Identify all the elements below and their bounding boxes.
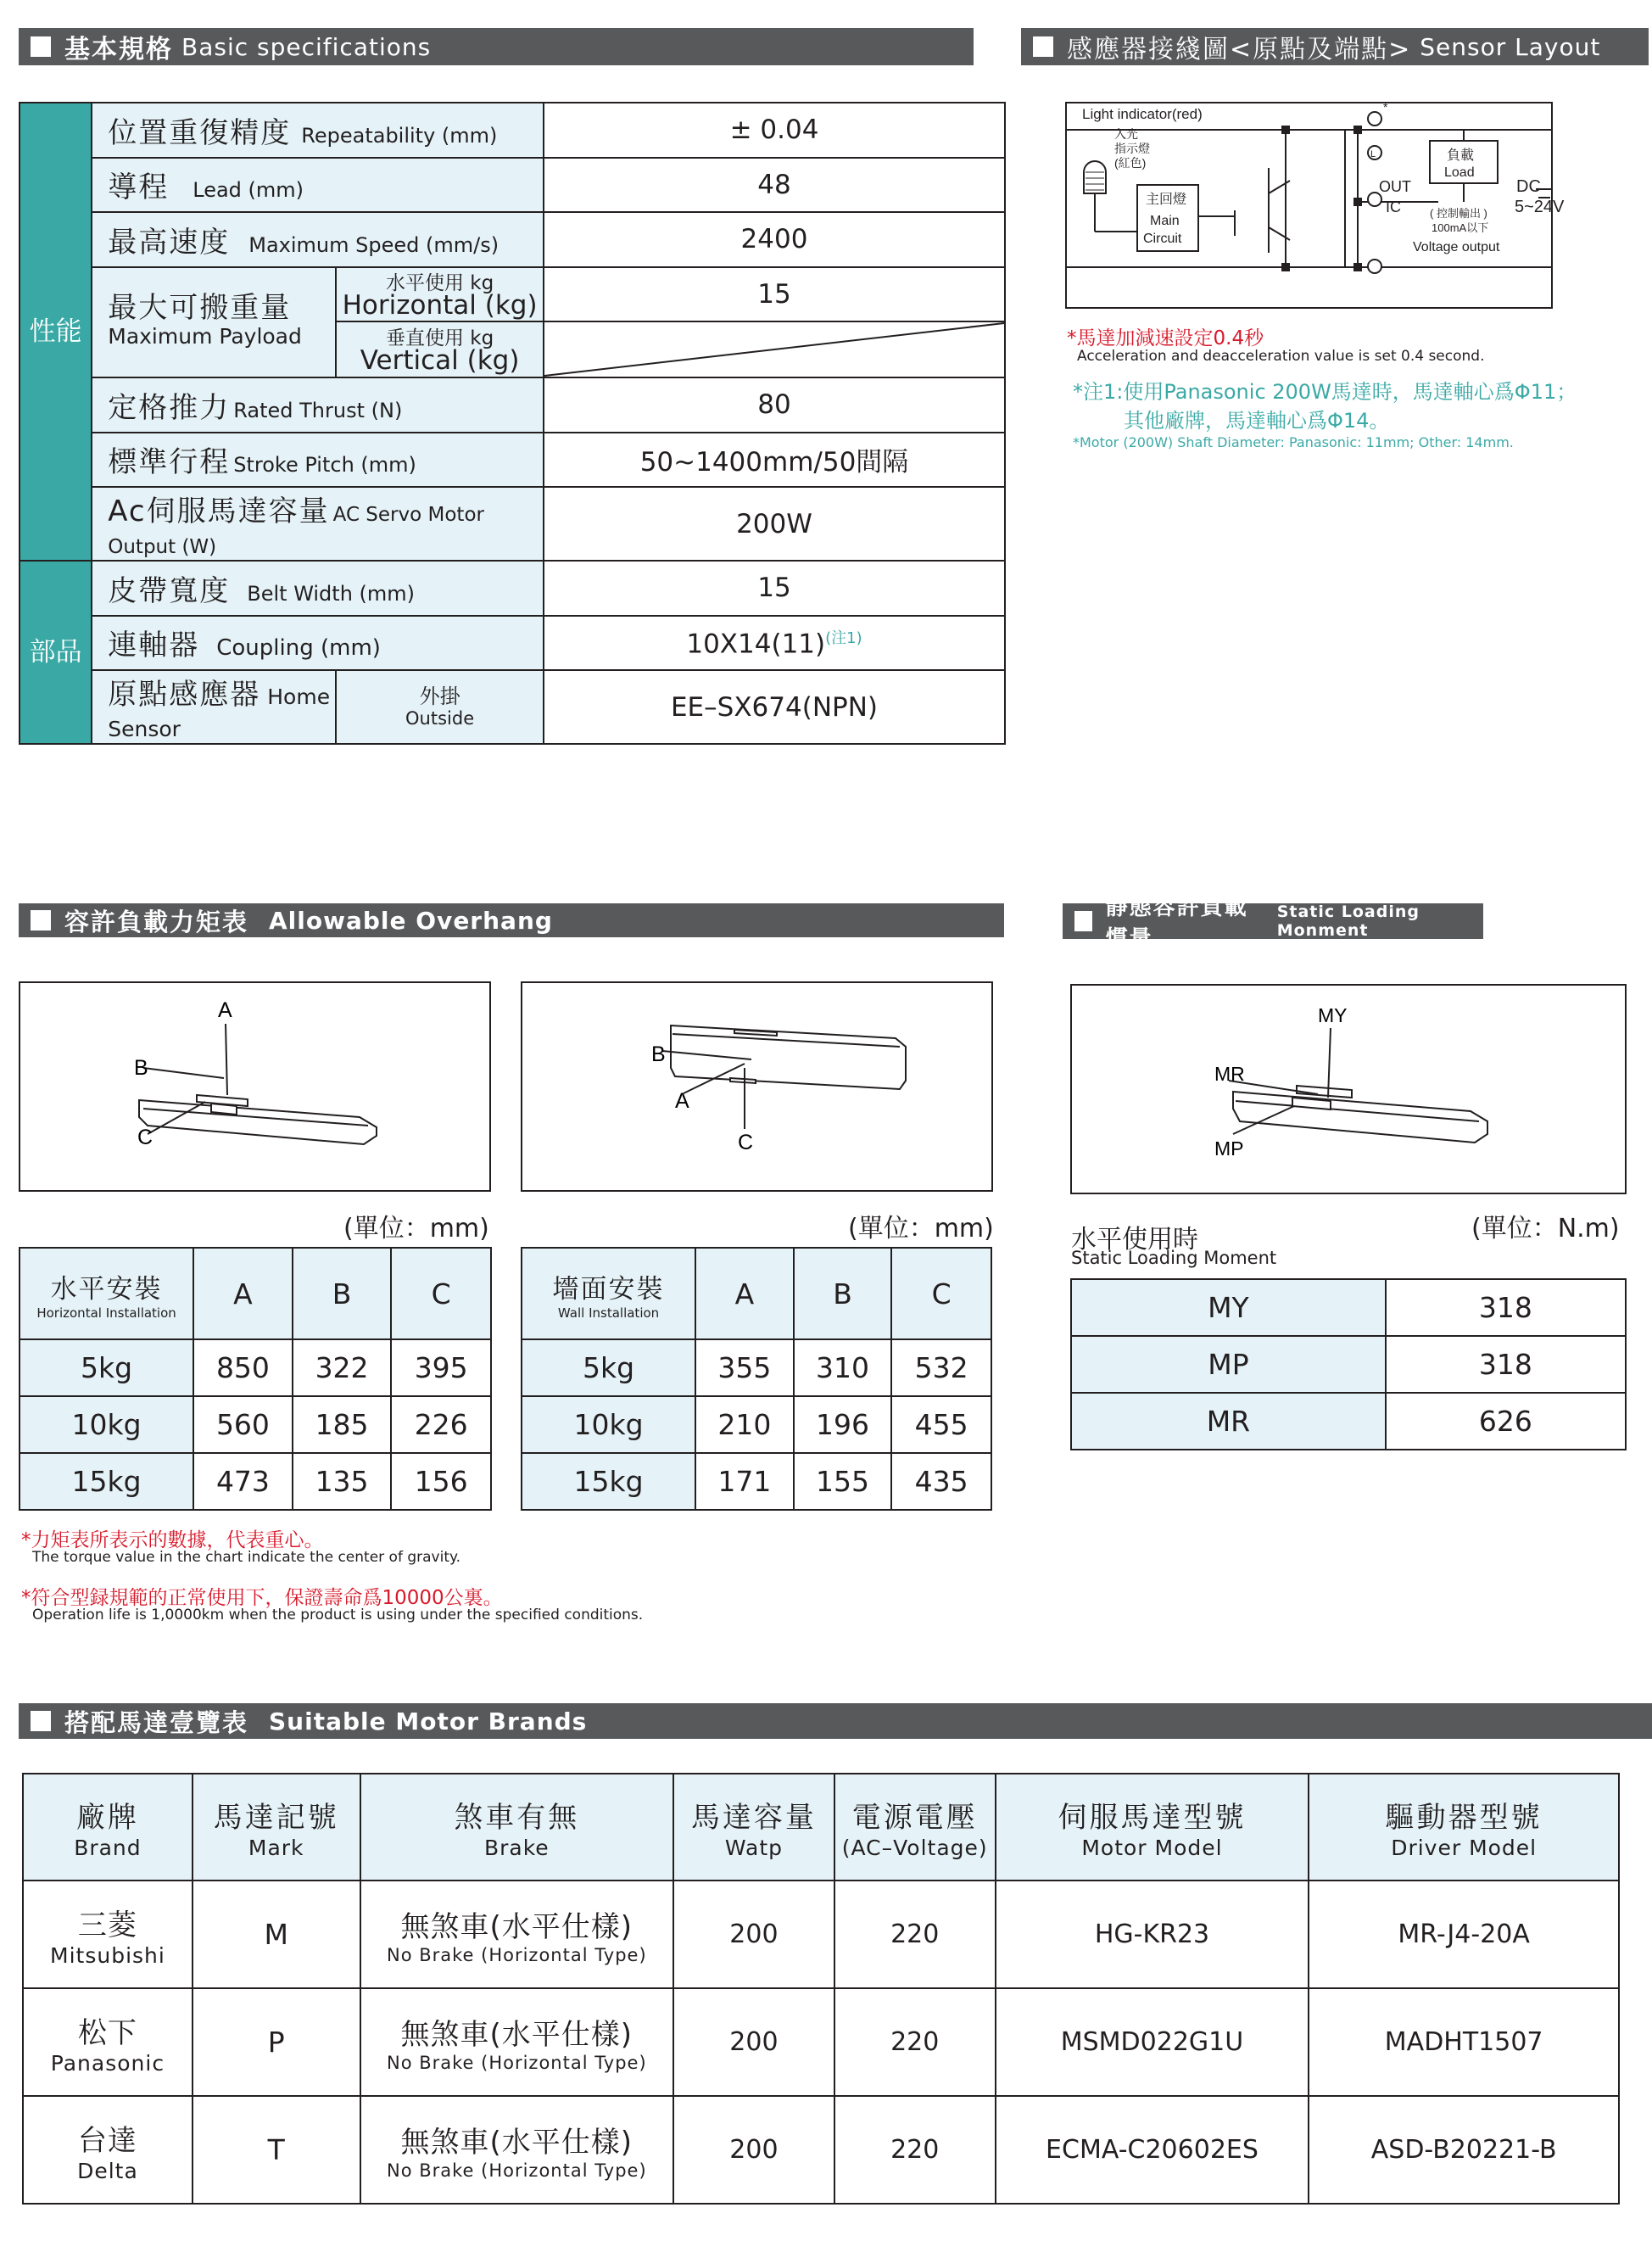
overhang-unit-1: (單位：mm) — [343, 1214, 489, 1243]
table-row: 5kg 355 310 532 — [522, 1339, 991, 1396]
horizontal-overhang-table — [19, 1247, 492, 1511]
table-row: 10kg 560 185 226 — [20, 1396, 491, 1453]
table-row: 5kg 850 322 395 — [20, 1339, 491, 1396]
spec-label-max-speed: 最高速度 Maximum Speed (mm/s) — [92, 212, 544, 267]
static-loading-diagram — [1070, 984, 1627, 1194]
svg-text:( 控制輸出 ): ( 控制輸出 ) — [1430, 207, 1487, 220]
overhang-note-1-zh: *力矩表所表示的數據，代表重心。 — [21, 1529, 324, 1551]
square-icon — [31, 910, 51, 930]
svg-text:Circuit: Circuit — [1143, 232, 1182, 246]
spec-value-max-speed: 2400 — [544, 212, 1005, 267]
table-row: MP 318 — [1071, 1336, 1626, 1393]
motor-brands-table — [22, 1773, 1620, 2205]
spec-value-motor-output: 200W — [544, 487, 1005, 561]
spec-label-rated-thrust: 定格推力 Rated Thrust (N) — [92, 377, 544, 433]
col-brake: 煞車有無 Brake — [360, 1774, 673, 1881]
square-icon — [1033, 36, 1053, 57]
wall-overhang-diagram — [521, 981, 993, 1192]
sensor-note-2-zh-1: *注1:使用Panasonic 200W馬達時，馬達軸心爲Φ11； — [1073, 380, 1577, 404]
coupling-note: (注1) — [825, 629, 862, 648]
group-performance: 性能 — [20, 103, 92, 561]
static-loading-table — [1070, 1278, 1627, 1450]
horizontal-title-cell: 水平安裝 Horizontal Installation — [20, 1248, 193, 1339]
label-mp: MP — [1214, 1137, 1244, 1160]
table-row: 10kg 210 196 455 — [522, 1396, 991, 1453]
overhang-header: 容許負載力矩表 Allowable Overhang — [19, 903, 1004, 937]
sensor-note-1-zh: *馬達加減速設定0.4秒 — [1067, 327, 1264, 349]
group-parts: 部品 — [20, 561, 92, 744]
svg-text:(紅色): (紅色) — [1114, 156, 1147, 170]
label-mr: MR — [1214, 1063, 1245, 1085]
spec-value-belt-width: 15 — [544, 561, 1005, 616]
spec-table — [19, 102, 1006, 745]
table-row: 台達 Delta T 無煞車(水平仕樣) No Brake (Horizontal Type) 200 220 ECMA-C20602ES ASD-B20221-B — [23, 2096, 1619, 2204]
light-indicator-label: Light indicator(red) — [1082, 106, 1203, 122]
col-c: C — [891, 1248, 991, 1339]
spec-label-belt-width: 皮帶寬度 Belt Width (mm) — [92, 561, 544, 616]
overhang-note-2-zh: *符合型録規範的正常使用下，保證壽命爲10000公裏。 — [21, 1587, 503, 1609]
spec-value-vertical — [544, 321, 1005, 377]
static-loading-header: 靜態容許負載慣量 Static Loading Monment — [1063, 903, 1483, 939]
label-b: B — [134, 1056, 148, 1080]
sensor-wiring-diagram — [1065, 100, 1565, 312]
svg-text:負載: 負載 — [1447, 148, 1475, 163]
col-a: A — [695, 1248, 794, 1339]
light-indicator-icon — [1084, 161, 1106, 193]
spec-label-motor-output: Ac伺服馬達容量 AC Servo Motor Output (W) — [92, 487, 544, 561]
svg-text:*: * — [1383, 100, 1388, 114]
col-c: C — [391, 1248, 491, 1339]
col-a: A — [193, 1248, 293, 1339]
svg-text:Voltage output: Voltage output — [1413, 240, 1500, 254]
table-row: 松下 Panasonic P 無煞車(水平仕樣) No Brake (Horizontal Type) 200 220 MSMD022G1U MADHT1507 — [23, 1988, 1619, 2096]
wall-title-cell: 墻面安裝 Wall Installation — [522, 1248, 695, 1339]
spec-value-coupling: $10X14(11)^{(注1)}$ — [544, 616, 1005, 671]
svg-text:DC: DC — [1516, 177, 1541, 196]
col-brand: 廠牌 Brand — [23, 1774, 193, 1881]
spec-label-repeatability: 位置重復精度 Repeatability (mm) — [92, 103, 544, 158]
spec-label-lead: 導程 Lead (mm) — [92, 158, 544, 213]
sensor-layout-header: 感應器接綫圖<原點及端點> Sensor Layout — [1021, 28, 1649, 65]
spec-value-repeatability: ± 0.04 — [544, 103, 1005, 158]
overhang-note-2-en: Operation life is 1,0000km when the product is using under the specified conditions. — [32, 1607, 644, 1623]
static-caption-en: Static Loading Moment — [1071, 1248, 1277, 1268]
col-watt: 馬達容量 Watp — [673, 1774, 834, 1881]
svg-text:Main: Main — [1150, 214, 1180, 228]
sensor-frame — [1066, 103, 1552, 308]
spec-value-horizontal: 15 — [544, 267, 1005, 322]
wall-overhang-table — [521, 1247, 992, 1511]
horizontal-overhang-diagram — [19, 981, 491, 1192]
col-b: B — [794, 1248, 892, 1339]
label-c: C — [137, 1126, 153, 1149]
static-caption-zh: 水平使用時 — [1071, 1225, 1198, 1255]
svg-text:IC: IC — [1386, 198, 1401, 215]
motor-brands-header: 搭配馬達壹覽表 Suitable Motor Brands — [19, 1703, 1652, 1739]
sensor-note-2-zh-2: 其他廠牌，馬達軸心爲Φ14。 — [1124, 409, 1390, 433]
sensor-note-1-en: Acceleration and deacceleration value is set 0.4 second. — [1077, 348, 1485, 365]
label-c: C — [738, 1131, 754, 1154]
spec-value-lead: 48 — [544, 158, 1005, 213]
overhang-note-1-en: The torque value in the chart indicate the center of gravity. — [32, 1549, 461, 1566]
label-my: MY — [1318, 1004, 1348, 1026]
spec-label-vertical: 垂直使用 kg Vertical (kg) — [336, 321, 544, 377]
spec-label-horizontal: 水平使用 kg Horizontal (kg) — [336, 267, 544, 322]
col-voltage: 電源電壓 (AC–Voltage) — [834, 1774, 996, 1881]
overhang-unit-2: (單位：mm) — [848, 1214, 994, 1243]
svg-text:5~24V: 5~24V — [1515, 198, 1565, 216]
spec-label-outside: 外掛 Outside — [336, 670, 544, 744]
motor-header-row — [23, 1774, 1619, 1881]
spec-label-payload: 最大可搬重量 Maximum Payload — [92, 267, 336, 378]
square-icon — [1074, 911, 1092, 931]
svg-text:指示燈: 指示燈 — [1114, 142, 1150, 155]
basic-spec-header: 基本規格 Basic specifications — [19, 28, 974, 65]
label-a: A — [218, 998, 232, 1022]
spec-label-stroke: 標準行程 Stroke Pitch (mm) — [92, 433, 544, 488]
svg-text:OUT: OUT — [1379, 178, 1411, 195]
sensor-note-2-en: *Motor (200W) Shaft Diameter: Panasonic: 11mm; Other: 14mm. — [1073, 434, 1514, 450]
col-mark: 馬達記號 Mark — [193, 1774, 360, 1881]
square-icon — [31, 36, 51, 57]
svg-text:入光: 入光 — [1114, 127, 1138, 141]
table-row: 15kg 473 135 156 — [20, 1453, 491, 1510]
col-motor-model: 伺服馬達型號 Motor Model — [996, 1774, 1309, 1881]
svg-text:L: L — [1370, 149, 1376, 159]
svg-text:主回燈: 主回燈 — [1146, 193, 1187, 207]
svg-text:Load: Load — [1444, 165, 1475, 180]
table-row: 15kg 171 155 435 — [522, 1453, 991, 1510]
spec-label-home-sensor: 原點感應器 Home Sensor — [92, 670, 336, 744]
spec-label-coupling: 連軸器 Coupling (mm) — [92, 616, 544, 671]
label-b: B — [651, 1042, 666, 1066]
diagonal-slash — [544, 322, 1004, 377]
table-row: MY 318 — [1071, 1279, 1626, 1336]
col-driver-model: 驅動器型號 Driver Model — [1309, 1774, 1619, 1881]
table-row: MR 626 — [1071, 1393, 1626, 1450]
spec-value-stroke: 50~1400mm/50間隔 — [544, 433, 1005, 488]
spec-value-rated-thrust: 80 — [544, 377, 1005, 433]
svg-text:100mA以下: 100mA以下 — [1432, 221, 1489, 234]
col-b: B — [293, 1248, 392, 1339]
spec-value-home-sensor: EE–SX674(NPN) — [544, 670, 1005, 744]
label-a: A — [675, 1089, 689, 1113]
static-unit: (單位：N.m) — [1471, 1214, 1620, 1243]
table-row: 三菱 Mitsubishi M 無煞車(水平仕樣) No Brake (Horizontal Type) 200 220 HG-KR23 MR-J4-20A — [23, 1881, 1619, 1988]
square-icon — [31, 1711, 51, 1731]
